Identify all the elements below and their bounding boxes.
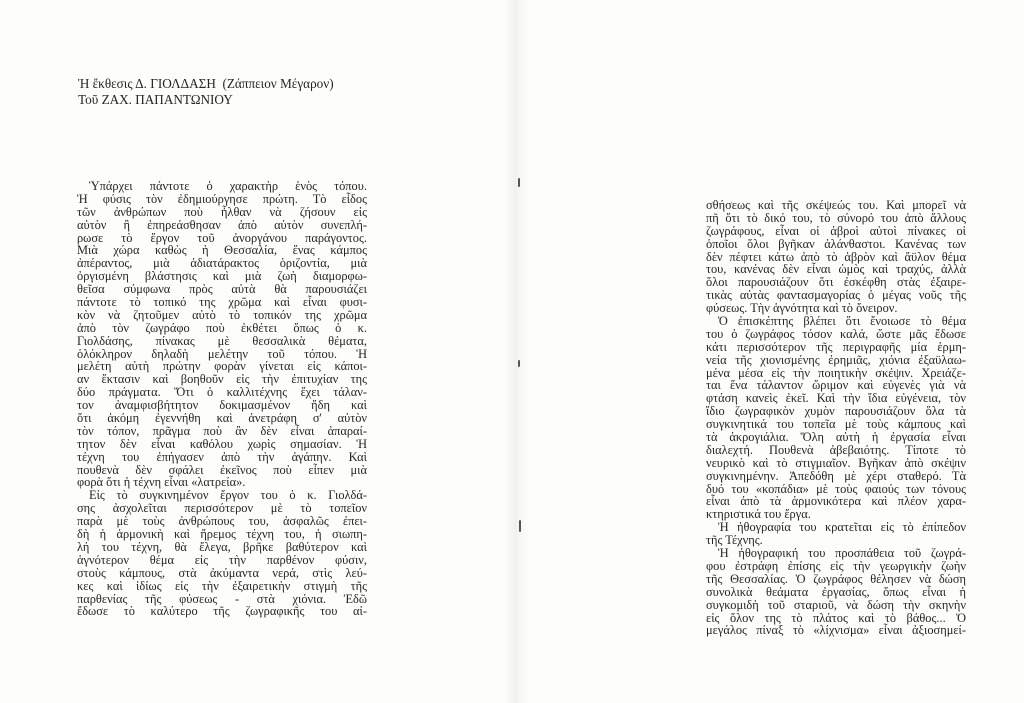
text-line: τικὰς αὐτὰς φαντασμαγορίας ὁ μέγας νοῦς τῆς xyxy=(706,288,966,303)
text-line: μελέτη αὐτὴ πρώτην φορὰν γίνεται εἰς κάποι- xyxy=(77,359,367,374)
text-line: παρὰ μὲ τοὺς ἀνθρώπους του, ἀσφαλῶς ἐπει- xyxy=(77,514,367,529)
paragraph xyxy=(77,489,367,618)
text-line: διαλεχτή. Πουθενὰ ἀβεβαιότης. Τίποτε τὸ xyxy=(706,442,966,457)
text-line: Ἡ φύσις τὸν ἐδημιούργησε πρώτη. Τὸ εἶδος xyxy=(77,191,367,206)
text-line: φτάση κανεὶς ἐκεῖ. Καὶ τὴν ἴδια εὐγένεια, τὸν xyxy=(706,391,966,406)
paragraph xyxy=(706,199,966,315)
text-line: εἶναι ἀπὸ τὰ ἁρμονικότερα καὶ πλέον χαρα- xyxy=(706,494,966,509)
text-line: νευρικὸ καὶ τὸ στιγμιαῖον. Βγῆκαν ἀπὸ σκέψιν xyxy=(706,455,966,470)
paragraph xyxy=(77,180,367,489)
text-line: δυό του «κοπάδια» μὲ τοὺς φαιούς των τόνους xyxy=(706,481,966,496)
text-line: ἀπέραντος, μιὰ ἀδιατάρακτος ὁριζοντία, μιὰ xyxy=(77,256,367,271)
text-line: κτηριστικά του ἔργα. xyxy=(706,507,811,522)
text-line: τὰ ἀκρογιάλια. Ὅλη αὐτὴ ἡ ἐργασία εἶναι xyxy=(706,430,966,445)
binding-mark xyxy=(518,178,520,187)
text-line: στοὺς κάμπους, στὰ ἀκύμαντα νερά, στὶς λεύ- xyxy=(77,565,367,580)
text-line: ὁλόκληρον δηλαδὴ μελέτην τοῦ τόπου. Ἡ xyxy=(77,346,367,361)
paragraph xyxy=(706,315,966,521)
text-line: ἀπὸ τὸν ζωγράφο ποὺ ἐκθέτει ὅπως ὁ κ. xyxy=(77,320,367,335)
text-line: Ὑπάρχει πάντοτε ὁ χαρακτὴρ ἑνὸς τόπου. xyxy=(89,179,367,193)
text-line: ὅλοι παρουσιάζουν ὅτι ἐσκέφθη στὰς ἐξαιρε- xyxy=(706,275,966,290)
text-line: σθήσεως καὶ τῆς σκέψεώς του. Καὶ μπορεῖ νὰ xyxy=(706,198,966,212)
text-line: ὅτι ἀκόμη ἐγεννήθη καὶ ἀνετράφη σ' αὐτὸν xyxy=(77,411,367,426)
text-line: πουθενὰ δὲν σφάλει ἐκεῖνος ποὺ εἶπεν μιὰ xyxy=(77,462,367,477)
article-author: Τοῦ ΖΑΧ. ΠΑΠΑΝΤΩΝΙΟΥ xyxy=(78,91,233,107)
text-line: Γιολδάσης, πίνακας μὲ θεσσαλικὰ θέματα, xyxy=(77,333,367,348)
text-line: σης ἀσχολεῖται περισσότερον μὲ τὸ τοπεῖον xyxy=(77,501,367,516)
text-line: παρθενίας τῆς φύσεως - στὰ χιόνια. Ἐδῶ xyxy=(77,591,367,606)
text-line: Εἰς τὸ συγκινημένον ἔργον του ὁ κ. Γιολδά- xyxy=(89,488,367,503)
text-line: νεία τῆς χιονισμένης ἐρημιᾶς, χιόνια ἐξαϋλαω- xyxy=(706,352,966,367)
book-gutter xyxy=(505,0,529,703)
text-line: τὸν τόπον, πρᾶγμα ποὺ ἂν δὲν εἶναι ἀπαραί- xyxy=(77,423,367,438)
text-line: πάντοτε τὸ τοπικό της χρῶμα καὶ εἶναι φυσι- xyxy=(77,295,367,310)
text-line: αν ἔκτασιν καὶ βοηθοῦν εἰς τὴν ἐπιτυχίαν της xyxy=(77,372,367,387)
text-line: τητον δὲν εἶναι καθόλου χωρὶς σημασίαν. Ἡ xyxy=(77,436,367,451)
text-line: ἔδωσε τὸ καλύτερο τῆς ζωγραφικῆς του αἰ- xyxy=(77,604,367,619)
right-page-text xyxy=(706,199,966,637)
text-line: φου ἐστράφη ἐπίσης εἰς τὴν γεωργικὴν ζωὴν xyxy=(706,558,966,573)
text-line: αὐτὸν ἢ ἐπηρεάσθησαν ἀπὸ αὐτὸν συνεπλή- xyxy=(77,217,367,232)
text-line: ρωσε τὸ ἔργον τοῦ ἀνοργάνου παράγοντος. xyxy=(77,230,367,245)
text-line: τῆς Τέχνης. xyxy=(706,533,763,548)
text-line: φορὰ ὅτι ἡ τέχνη εἶναι «λατρεία». xyxy=(77,475,246,490)
text-line: Ἡ ἠθογραφία του κρατεῖται εἰς τὸ ἐπίπεδον xyxy=(718,520,966,535)
text-line: δὴ ἡ ἁρμονικὴ καὶ ἤρεμος τέχνη του, ἡ σιωπη- xyxy=(77,527,367,542)
text-line: συγκομιδὴ τοῦ σταριοῦ, νὰ δώση τὴν σκηνὴν xyxy=(706,597,966,612)
text-line: πῆ ὅτι τὸ δικό του, τὸ σύνορό του ἀπὸ ἄλλους xyxy=(706,210,966,225)
text-line: ται ἕνα τάλαντον ὥριμον καὶ εὐγενὲς γιὰ νὰ xyxy=(706,378,966,393)
text-line: Ἡ ἠθογραφική του προσπάθεια τοῦ ζωγρά- xyxy=(718,546,966,561)
paragraph xyxy=(706,547,966,637)
binding-mark xyxy=(518,360,520,367)
text-line: κες καὶ ἰδίως εἰς τὴν ἐξαιρετικὴν στιγμὴ τῆς xyxy=(77,578,367,593)
text-line: εἰς ὅλον της τὸ πλάτος καὶ τὸ βάθος... Ὁ xyxy=(706,610,966,625)
article-title: Ἡ ἔκθεσις Δ. ΓΙΟΛΔΑΣΗ (Ζάππειον Μέγαρον) xyxy=(78,76,334,91)
text-line: συγκινητικά του τοπεῖα μὲ τοὺς κάμπους καὶ xyxy=(706,417,966,432)
text-line: μεγάλος πίναξ τὸ «λίχνισμα» εἶναι ἀξιοσημεί- xyxy=(706,623,966,638)
text-line: Ὁ ἐπισκέπτης βλέπει ὅτι ἔνοιωσε τὸ θέμα xyxy=(718,314,966,329)
text-line: ὀργισμένη βλάστησις καὶ μιὰ ζωὴ διαμορφω- xyxy=(77,269,367,284)
text-line: κάτι περισσότερον τῆς περιγραφῆς μία ἑρμη- xyxy=(706,339,966,354)
text-line: ἴδιο ζωγραφικὸν χυμὸν παρουσιάζουν ὅλα τὰ xyxy=(706,404,966,419)
text-line: τέχνη του ἐπήγασεν ἀπὸ τὴν ἀγάπην. Καὶ xyxy=(77,449,367,464)
text-line: τον ἀναμφισβήτητον δοκιμασμένον ἤδη καὶ xyxy=(77,398,367,413)
text-line: ζωγράφους, εἶναι οἱ ἁβροὶ αὐτοὶ πίνακες οἱ xyxy=(706,223,966,238)
text-line: του ὁ ζωγράφος τόσον καλά, ὥστε μᾶς ἔδωσε xyxy=(706,326,966,341)
binding-mark xyxy=(519,520,521,532)
text-line: μένα μέσα εἰς τὴν ποιητικὴν σκέψιν. Χρειάζε- xyxy=(706,365,966,380)
text-line: φύσεως. Τὴν ἁγνότητα καὶ τὸ ὄνειρον. xyxy=(706,301,898,316)
text-line: ὁποῖοι ὅλοι βγῆκαν ἀλάνθαστοι. Κανένας των xyxy=(706,236,966,251)
text-line: δὲν πέφτει κάτω ἀπὸ τὸ ἁβρὸν καὶ ἄϋλον θέμα xyxy=(706,249,966,264)
text-line: ἁγνότερον θέμα εἰς τὴν παρθένον φύσιν, xyxy=(77,552,367,567)
left-page-text xyxy=(77,180,367,618)
text-line: λή του τέχνη, θὰ ἔλεγα, βρῆκε βαθύτερον καὶ xyxy=(77,539,367,554)
article-header xyxy=(78,76,334,107)
paragraph xyxy=(706,521,966,547)
text-line: συγκινημένην. Ἀπεδόθη μὲ χέρι σταθερό. Τὰ xyxy=(706,468,966,483)
text-line: κὸν νὰ ζητοῦμεν αὐτὸ τὸ τοπικόν της χρῶμα xyxy=(77,307,367,322)
text-line: συνολικὰ θεάματα ἐργασίας, ὅπως εἶναι ἡ xyxy=(706,584,966,599)
text-line: τῶν ἀνθρώπων ποὺ ἦλθαν νὰ ζήσουν εἰς xyxy=(77,204,367,219)
text-line: δύο πράγματα. Ὅτι ὁ καλλιτέχνης ἔχει τάλαν- xyxy=(77,385,367,400)
text-line: Μιὰ χώρα καθὼς ἡ Θεσσαλία, ἕνας κάμπος xyxy=(77,243,367,258)
text-line: θεῖσα σύμφωνα πρὸς αὐτὰ θὰ παρουσιάζει xyxy=(77,282,367,297)
text-line: του, κανένας δὲν εἶναι ὠμὸς καὶ τραχύς, ἀλλὰ xyxy=(706,262,966,277)
text-line: τῆς Θεσσαλίας. Ὁ ζωγράφος θέλησεν νὰ δώση xyxy=(706,571,966,586)
